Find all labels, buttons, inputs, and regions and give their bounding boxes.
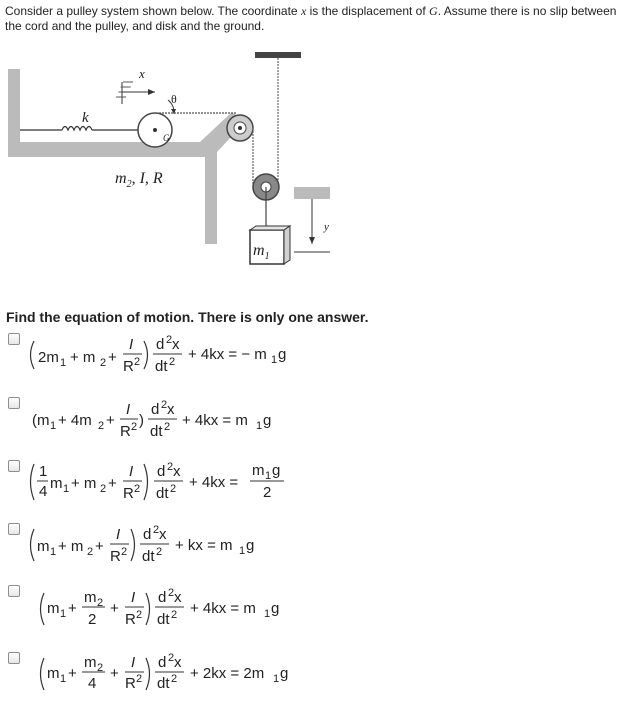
label-theta: θ: [171, 92, 177, 106]
equation-c: [24, 460, 624, 520]
answer-checkbox-a[interactable]: [8, 333, 20, 345]
svg-text:I: I: [116, 526, 121, 543]
svg-text:2: 2: [170, 483, 177, 495]
svg-text:g: g: [272, 462, 281, 479]
svg-text:2: 2: [171, 673, 178, 685]
answer-option-f[interactable]: [8, 652, 628, 712]
svg-text:d: d: [158, 589, 167, 606]
svg-text:I: I: [126, 401, 131, 418]
intro-text-1: Consider a pulley system shown below. The coordinate: [5, 4, 301, 18]
svg-text:dt: dt: [157, 675, 170, 692]
label-y: y: [324, 221, 329, 233]
svg-text:d: d: [156, 336, 165, 353]
answer-checkbox-c[interactable]: [8, 460, 20, 472]
answer-checkbox-e[interactable]: [8, 585, 20, 597]
svg-text:dt: dt: [142, 548, 155, 565]
svg-text:1: 1: [50, 546, 57, 558]
svg-text:): ): [139, 412, 144, 429]
svg-text:g: g: [246, 537, 255, 554]
equation-f: [24, 652, 624, 712]
svg-text:2: 2: [87, 546, 94, 558]
equation-b: [24, 397, 624, 457]
svg-text:x: x: [174, 654, 182, 671]
svg-text:+ m: + m: [71, 475, 97, 492]
svg-text:+ 4kx = − m: + 4kx = − m: [188, 346, 267, 363]
svg-text:R: R: [123, 358, 134, 375]
reference-support: [294, 187, 330, 199]
svg-text:2: 2: [167, 461, 174, 473]
svg-text:+: +: [108, 475, 117, 492]
svg-text:1: 1: [256, 420, 263, 432]
svg-text:g: g: [263, 412, 272, 429]
svg-text:2: 2: [97, 597, 104, 609]
intro-var-x: x: [300, 4, 307, 18]
svg-text:4: 4: [39, 483, 48, 500]
svg-text:2: 2: [98, 420, 105, 432]
answer-option-b[interactable]: [8, 397, 628, 457]
svg-text:2: 2: [161, 399, 168, 411]
svg-text:R: R: [125, 611, 136, 628]
svg-text:R: R: [123, 485, 134, 502]
svg-text:+: +: [110, 665, 119, 682]
svg-text:1: 1: [50, 420, 57, 432]
answer-option-c[interactable]: [8, 460, 628, 520]
svg-text:I: I: [129, 463, 134, 480]
svg-text:2: 2: [131, 421, 138, 433]
answer-option-e[interactable]: [8, 585, 628, 645]
svg-text:1: 1: [273, 673, 280, 685]
equation-e: [24, 585, 624, 645]
svg-text:+ 4kx =: + 4kx =: [189, 474, 239, 491]
intro-var-g: G: [429, 4, 438, 18]
svg-text:dt: dt: [157, 611, 170, 628]
svg-text:1: 1: [60, 673, 67, 685]
svg-text:+: +: [68, 600, 77, 617]
svg-text:2: 2: [121, 546, 128, 558]
svg-text:1: 1: [60, 608, 67, 620]
svg-text:dt: dt: [155, 358, 168, 375]
svg-text:+ 4m: + 4m: [58, 412, 92, 429]
answer-checkbox-b[interactable]: [8, 397, 20, 409]
svg-text:x: x: [172, 336, 180, 353]
svg-text:4: 4: [88, 675, 97, 692]
svg-text:+: +: [108, 349, 117, 366]
svg-text:1: 1: [271, 354, 278, 366]
label-g: G: [163, 133, 170, 143]
intro-text-2: is the displacement of: [306, 4, 430, 18]
svg-text:2m: 2m: [38, 349, 59, 366]
svg-text:x: x: [174, 589, 182, 606]
svg-text:+: +: [68, 665, 77, 682]
svg-text:I: I: [129, 336, 134, 353]
svg-text:2: 2: [171, 609, 178, 621]
svg-text:+ 2kx = 2m: + 2kx = 2m: [190, 665, 265, 682]
equation-d: [24, 523, 624, 583]
equation-a: [24, 333, 624, 393]
svg-text:d: d: [157, 463, 166, 480]
svg-text:1: 1: [239, 545, 246, 557]
svg-text:dt: dt: [156, 485, 169, 502]
svg-text:m: m: [47, 600, 60, 617]
svg-text:+: +: [106, 412, 115, 429]
svg-text:2: 2: [134, 483, 141, 495]
svg-text:2: 2: [168, 652, 175, 664]
svg-text:m: m: [47, 665, 60, 682]
svg-text:1: 1: [60, 357, 67, 369]
svg-text:+ m: + m: [58, 538, 84, 555]
svg-text:2: 2: [136, 609, 143, 621]
label-x: x: [139, 66, 145, 81]
answer-checkbox-f[interactable]: [8, 652, 20, 664]
svg-text:d: d: [158, 654, 167, 671]
svg-text:+ kx = m: + kx = m: [175, 537, 233, 554]
svg-text:2: 2: [88, 611, 97, 628]
answer-option-d[interactable]: [8, 523, 628, 583]
svg-text:R: R: [120, 423, 131, 440]
svg-text:g: g: [280, 665, 289, 682]
svg-text:m: m: [252, 462, 265, 479]
svg-text:g: g: [278, 346, 287, 363]
svg-text:1: 1: [265, 470, 272, 482]
intro-text-3: . Assume there is no slip between the cord and the pulley, and disk and the ground.: [5, 4, 617, 33]
svg-text:m: m: [84, 589, 97, 606]
problem-statement: [5, 4, 633, 34]
question-prompt: Find the equation of motion. There is only one answer.: [6, 309, 369, 325]
svg-text:x: x: [167, 401, 175, 418]
svg-text:(m: (m: [32, 412, 50, 429]
svg-text:2: 2: [100, 357, 107, 369]
svg-text:1: 1: [39, 463, 48, 480]
svg-text:R: R: [110, 548, 121, 565]
svg-text:2: 2: [164, 421, 171, 433]
svg-text:x: x: [173, 463, 181, 480]
svg-text:2: 2: [100, 483, 107, 495]
svg-text:+: +: [95, 538, 104, 555]
svg-text:m: m: [50, 475, 63, 492]
svg-text:I: I: [131, 654, 136, 671]
svg-text:x: x: [159, 526, 167, 543]
label-k: k: [82, 110, 89, 126]
svg-text:2: 2: [263, 484, 272, 501]
label-m2-i-r: $m_2$, I, R: [115, 170, 163, 190]
ground-surface: [8, 69, 245, 244]
svg-text:+ 4kx = m: + 4kx = m: [182, 412, 248, 429]
svg-text:d: d: [143, 526, 152, 543]
answer-option-a[interactable]: [8, 333, 628, 393]
svg-text:2: 2: [166, 334, 173, 346]
svg-text:+: +: [110, 600, 119, 617]
svg-text:m: m: [37, 538, 50, 555]
svg-text:m: m: [84, 654, 97, 671]
svg-text:2: 2: [156, 546, 163, 558]
svg-text:2: 2: [168, 587, 175, 599]
svg-text:1: 1: [63, 483, 70, 495]
svg-text:+ 4kx = m: + 4kx = m: [190, 600, 256, 617]
svg-text:2: 2: [134, 356, 141, 368]
svg-text:1: 1: [264, 608, 271, 620]
svg-text:I: I: [131, 589, 136, 606]
label-m1: $m_1$: [253, 242, 270, 262]
svg-text:R: R: [125, 675, 136, 692]
spring-icon: [62, 127, 92, 131]
svg-text:2: 2: [136, 673, 143, 685]
svg-text:d: d: [151, 401, 160, 418]
svg-text:2: 2: [153, 524, 160, 536]
svg-text:g: g: [271, 600, 280, 617]
svg-text:2: 2: [169, 356, 176, 368]
svg-text:2: 2: [97, 662, 104, 674]
pulley-system-figure: [0, 52, 636, 292]
ceiling: [255, 52, 301, 58]
svg-text:dt: dt: [150, 423, 163, 440]
answer-checkbox-d[interactable]: [8, 523, 20, 535]
svg-text:+ m: + m: [70, 349, 96, 366]
